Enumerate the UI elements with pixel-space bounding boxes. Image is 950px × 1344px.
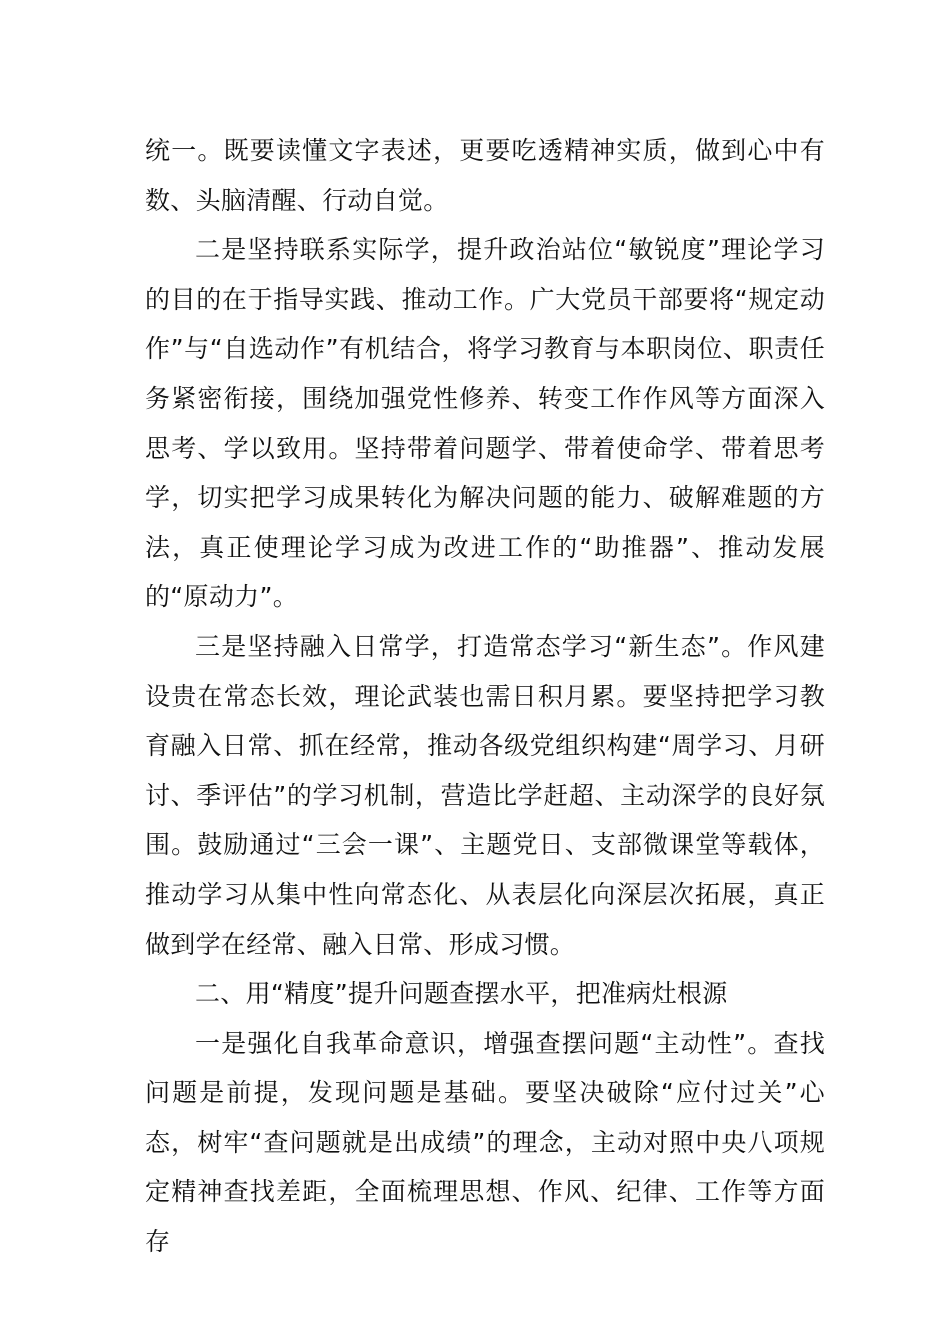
section-heading-two: 二、用“精度”提升问题查摆水平，把准病灶根源: [195, 979, 728, 1009]
paragraph-point-three: 三是坚持融入日常学，打造常态学习“新生态”。作风建设贵在常态长效，理论武装也需日积月累。要坚持把学习教育融入日常、抓在经常，推动各级党组织构建“周学习、月研讨、季评估”的学习机制，营造比学赶超、主动深学的良好氛围。鼓励通过“三会一课”、主题党日、支部微课堂等载体，推动学习从集中性向常态化、从表层化向深层次拓展，真正做到学在经常、融入日常、形成习惯。: [145, 631, 825, 959]
document-body: [145, 126, 825, 1267]
paragraph-continuation: 统一。既要读懂文字表述，更要吃透精神实质，做到心中有数、头脑清醒、行动自觉。: [145, 136, 825, 215]
paragraph-section-two-point-one: 一是强化自我革命意识，增强查摆问题“主动性”。查找问题是前提，发现问题是基础。要坚决破除“应付过关”心态，树牢“查问题就是出成绩”的理念，主动对照中央八项规定精神查找差距，全面梳理思想、作风、纪律、工作等方面存: [145, 1028, 825, 1257]
paragraph-point-two: 二是坚持联系实际学，提升政治站位“敏锐度”理论学习的目的在于指导实践、推动工作。广大党员干部要将“规定动作”与“自选动作”有机结合，将学习教育与本职岗位、职责任务紧密衔接，围绕加强党性修养、转变工作作风等方面深入思考、学以致用。坚持带着问题学、带着使命学、带着思考学，切实把学习成果转化为解决问题的能力、破解难题的方法，真正使理论学习成为改进工作的“助推器”、推动发展的“原动力”。: [145, 235, 825, 612]
